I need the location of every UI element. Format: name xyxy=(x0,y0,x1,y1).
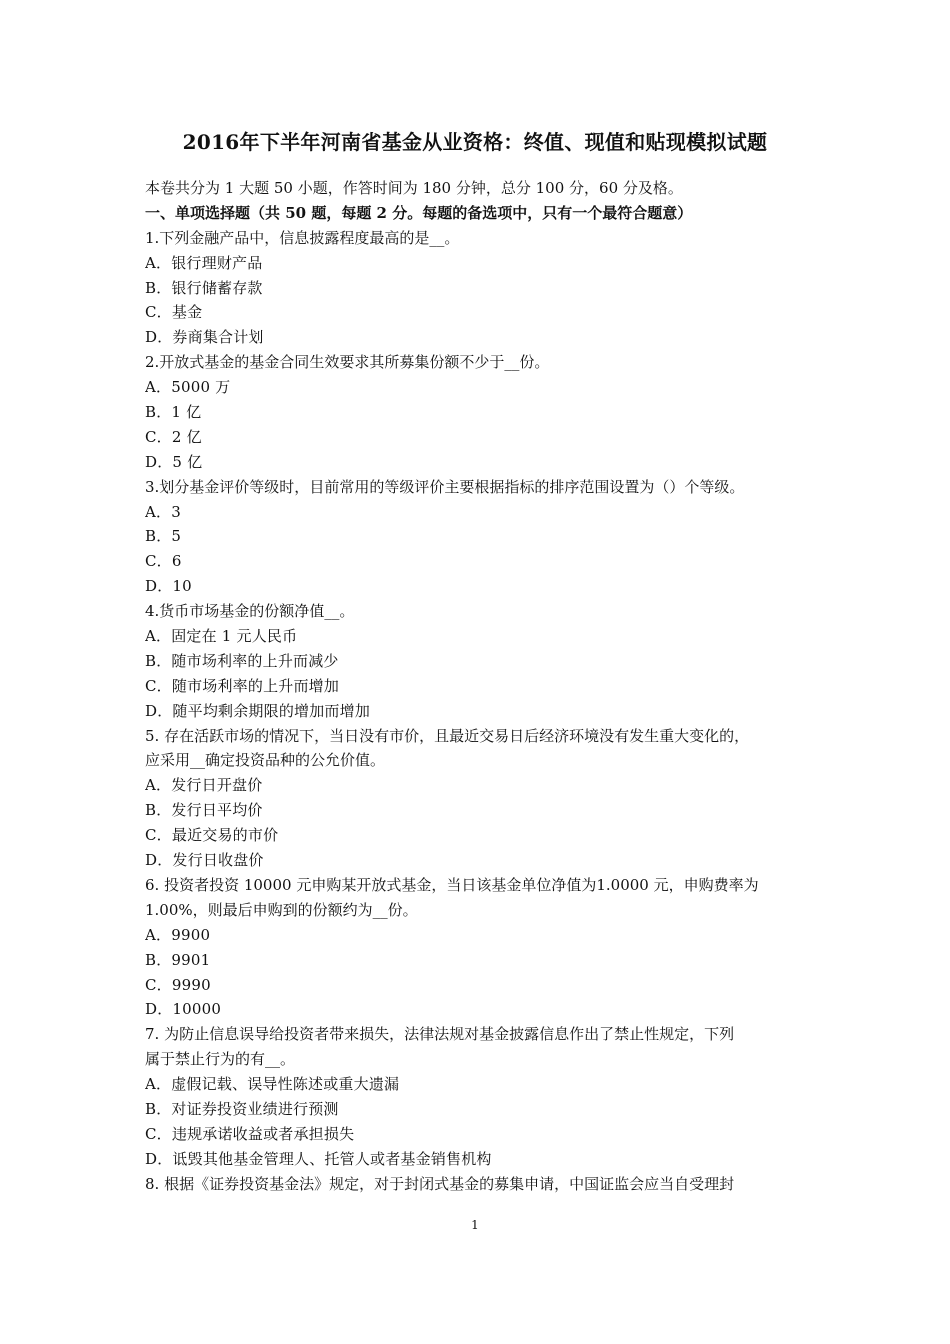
answer-option: C．最近交易的市价 xyxy=(145,826,279,845)
answer-option: A．9900 xyxy=(145,925,211,944)
question-block xyxy=(145,873,809,1022)
answer-option: D．随平均剩余期限的增加而增加 xyxy=(145,701,371,720)
question-block xyxy=(145,350,809,474)
question-text: 5. 存在活跃市场的情况下，当日没有市价，且最近交易日后经济环境没有发生重大变化的， xyxy=(145,726,750,745)
answer-option: A．银行理财产品 xyxy=(145,253,263,272)
question-text: 应采用__确定投资品种的公允价值。 xyxy=(145,751,386,770)
page-number: 1 xyxy=(471,1218,479,1232)
answer-option: D．发行日收盘价 xyxy=(145,851,264,870)
question-list xyxy=(145,226,809,1197)
answer-option: A．发行日开盘价 xyxy=(145,776,263,795)
answer-option: D．5 亿 xyxy=(145,452,203,471)
answer-option: D．券商集合计划 xyxy=(145,328,264,347)
answer-option: D．诋毁其他基金管理人、托管人或者基金销售机构 xyxy=(145,1149,492,1168)
answer-option: B．5 xyxy=(145,527,182,546)
answer-option: C．9990 xyxy=(145,975,211,994)
answer-option: B．银行储蓄存款 xyxy=(145,278,263,297)
question-block xyxy=(145,724,809,873)
question-block xyxy=(145,226,809,350)
answer-option: B．对证券投资业绩进行预测 xyxy=(145,1099,339,1118)
answer-option: C．6 xyxy=(145,552,182,571)
question-block xyxy=(145,1172,809,1197)
question-text: 2.开放式基金的基金合同生效要求其所募集份额不少于__份。 xyxy=(145,353,550,372)
question-text: 1.下列金融产品中，信息披露程度最高的是__。 xyxy=(145,228,460,247)
question-text: 4.货币市场基金的份额净值__。 xyxy=(145,602,355,621)
document-title: 2016年下半年河南省基金从业资格：终值、现值和贴现模拟试题 xyxy=(182,130,768,154)
question-block xyxy=(145,599,809,723)
document-body xyxy=(145,176,809,1197)
answer-option: D．10000 xyxy=(145,1000,222,1019)
answer-option: C．违规承诺收益或者承担损失 xyxy=(145,1124,355,1143)
question-text: 1.00%，则最后申购到的份额约为__份。 xyxy=(145,900,418,919)
answer-option: B．发行日平均价 xyxy=(145,801,263,820)
answer-option: B．随市场利率的上升而减少 xyxy=(145,651,339,670)
question-text: 3.划分基金评价等级时，目前常用的等级评价主要根据指标的排序范围设置为（）个等级。 xyxy=(145,477,745,496)
answer-option: B．9901 xyxy=(145,950,211,969)
answer-option: A．固定在 1 元人民币 xyxy=(145,627,298,646)
exam-intro: 本卷共分为 1 大题 50 小题，作答时间为 180 分钟，总分 100 分，60 分及格。 xyxy=(145,179,683,197)
question-block xyxy=(145,1022,809,1171)
answer-option: D．10 xyxy=(145,577,192,596)
question-text: 属于禁止行为的有__。 xyxy=(145,1050,296,1069)
question-text: 7. 为防止信息误导给投资者带来损失，法律法规对基金披露信息作出了禁止性规定，下列 xyxy=(145,1025,735,1044)
answer-option: C．2 亿 xyxy=(145,427,202,446)
answer-option: B．1 亿 xyxy=(145,403,202,422)
question-text: 8. 根据《证券投资基金法》规定，对于封闭式基金的募集申请，中国证监会应当自受理封 xyxy=(145,1174,735,1193)
question-block xyxy=(145,475,809,599)
answer-option: A．虚假记载、误导性陈述或重大遗漏 xyxy=(145,1075,400,1094)
answer-option: A．3 xyxy=(145,502,181,521)
answer-option: C．随市场利率的上升而增加 xyxy=(145,676,340,695)
question-text: 6. 投资者投资 10000 元申购某开放式基金，当日该基金单位净值为1.0000 元，申购费率为 xyxy=(145,875,759,894)
answer-option: A．5000 万 xyxy=(145,378,231,397)
section-heading: 一、单项选择题（共 50 题，每题 2 分。每题的备选项中，只有一个最符合题意） xyxy=(145,203,693,222)
answer-option: C．基金 xyxy=(145,303,203,322)
